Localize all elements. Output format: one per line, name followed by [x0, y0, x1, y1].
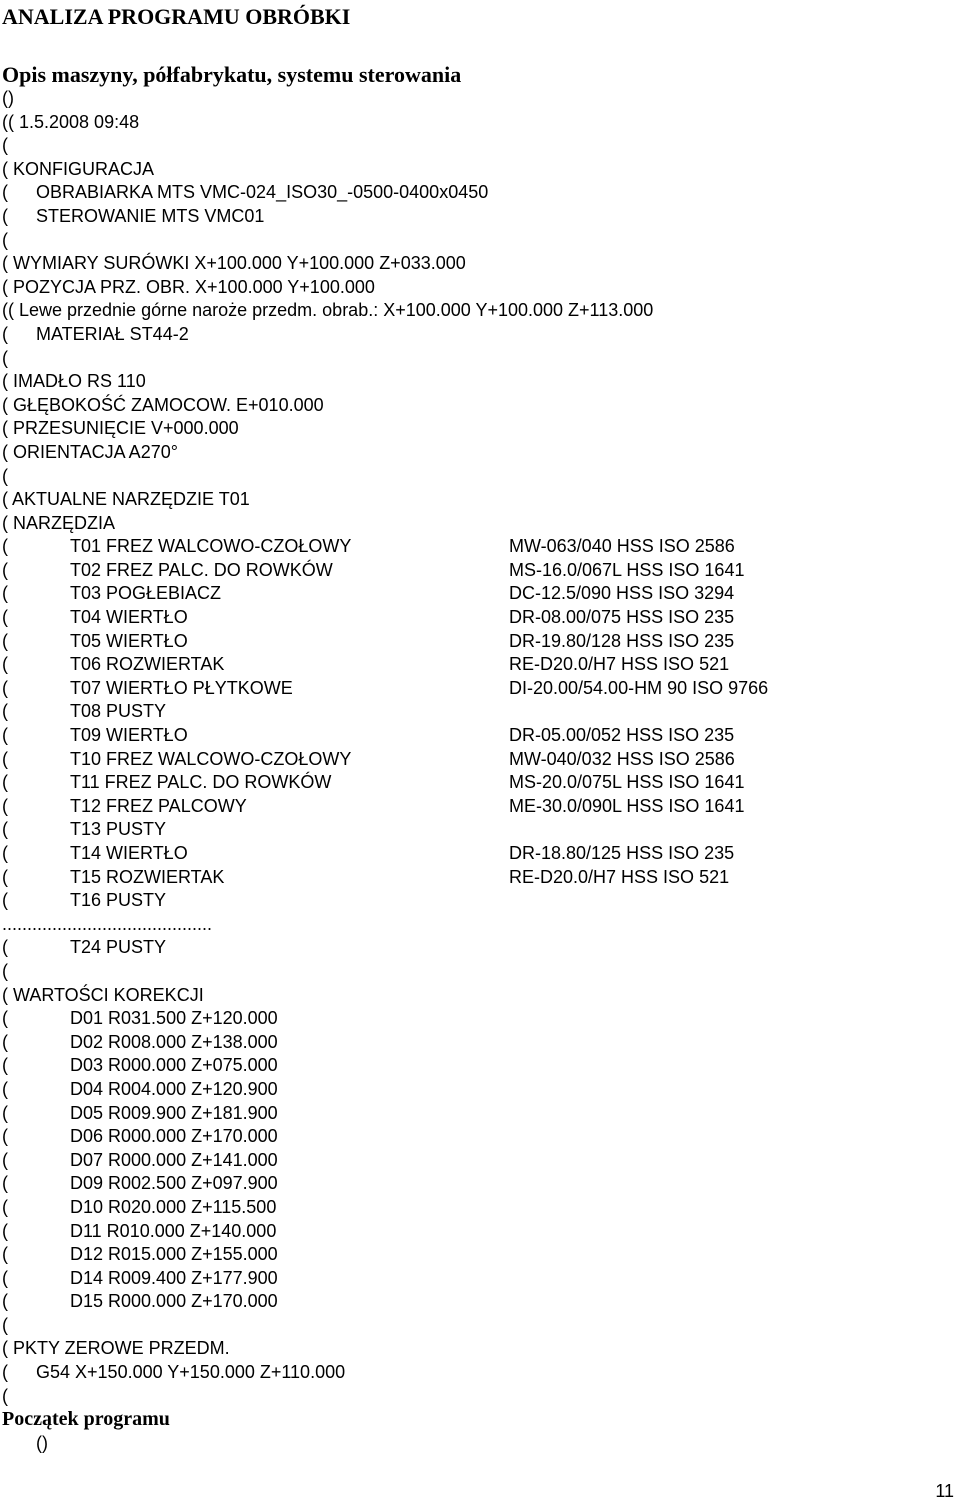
- program-listing: [0, 87, 960, 1455]
- tool-name: T01 FREZ WALCOWO-CZOŁOWY: [70, 536, 352, 557]
- paren-marker: (: [2, 725, 8, 746]
- paren-marker: (: [2, 1244, 8, 1265]
- tool-row: [0, 889, 960, 913]
- tool-name: T16 PUSTY: [70, 890, 167, 911]
- correction-table: [0, 1007, 960, 1314]
- correction-value: D04 R004.000 Z+120.900: [70, 1078, 278, 1099]
- tool-row: [0, 700, 960, 724]
- listing-line: (: [2, 465, 8, 486]
- listing-line: ..........................................: [2, 913, 213, 934]
- tool-row: [0, 653, 960, 677]
- tool-spec: DI-20.00/54.00-HM 90 ISO 9766: [509, 677, 769, 698]
- paren-marker: (: [2, 654, 8, 675]
- tool-row: [0, 535, 960, 559]
- paren-marker: (: [2, 1102, 8, 1123]
- tool-spec: DR-08.00/075 HSS ISO 235: [509, 607, 735, 628]
- listing-line: ( ORIENTACJA A270°: [2, 441, 178, 462]
- tool-row: [0, 771, 960, 795]
- paren-marker: (: [2, 1008, 8, 1029]
- tool-name: T07 WIERTŁO PŁYTKOWE: [70, 677, 293, 698]
- correction-value: D10 R020.000 Z+115.500: [70, 1196, 277, 1217]
- section-heading: Opis maszyny, półfabrykatu, systemu sterowania: [2, 62, 462, 87]
- tool-row: [0, 559, 960, 583]
- listing-line: ( AKTUALNE NARZĘDZIE T01: [2, 489, 250, 510]
- listing-line: ( POZYCJA PRZ. OBR. X+100.000 Y+100.000: [2, 276, 375, 297]
- tool-row: [0, 582, 960, 606]
- listing-line: ( STEROWANIE MTS VMC01: [2, 205, 265, 226]
- paren-marker: (: [2, 772, 8, 793]
- tool-name: T06 ROZWIERTAK: [70, 654, 225, 675]
- listing-line: (: [2, 347, 8, 368]
- listing-line: ( WARTOŚCI KOREKCJI: [2, 984, 204, 1005]
- paren-marker: (: [2, 795, 8, 816]
- paren-marker: (: [2, 1031, 8, 1052]
- paren-marker: (: [2, 866, 8, 887]
- paren-marker: (: [2, 1149, 8, 1170]
- listing-line: ( WYMIARY SURÓWKI X+100.000 Y+100.000 Z+033.000: [2, 253, 466, 274]
- tool-spec: RE-D20.0/H7 HSS ISO 521: [509, 654, 730, 675]
- tool-row: [0, 677, 960, 701]
- paren-marker: (: [2, 630, 8, 651]
- correction-value: D05 R009.900 Z+181.900: [70, 1102, 278, 1123]
- tool-row: [0, 724, 960, 748]
- tool-spec: DR-18.80/125 HSS ISO 235: [509, 843, 735, 863]
- tool-spec: MW-040/032 HSS ISO 2586: [509, 748, 735, 769]
- correction-row: [0, 1267, 960, 1291]
- correction-row: [0, 1290, 960, 1314]
- correction-row: [0, 1102, 960, 1126]
- correction-value: D09 R002.500 Z+097.900: [70, 1173, 278, 1194]
- listing-line: ( NARZĘDZIA: [2, 512, 116, 533]
- paren-marker: (: [2, 677, 8, 698]
- tool-row: [0, 866, 960, 890]
- tool-name: T09 WIERTŁO: [70, 725, 188, 746]
- listing-line: ( MATERIAŁ ST44-2: [2, 323, 189, 344]
- listing-line: (: [2, 960, 8, 981]
- paren-marker: (: [2, 1267, 8, 1288]
- tool-spec: MS-16.0/067L HSS ISO 1641: [509, 559, 745, 580]
- correction-row: [0, 1196, 960, 1220]
- tool-row: [0, 795, 960, 819]
- tool-name: T11 FREZ PALC. DO ROWKÓW: [70, 772, 332, 793]
- paren-marker: (: [2, 843, 8, 863]
- paren-marker: (: [2, 748, 8, 769]
- tool-name: T04 WIERTŁO: [70, 607, 188, 628]
- tool-name: T13 PUSTY: [70, 819, 167, 840]
- listing-line: ( OBRABIARKA MTS VMC-024_ISO30_-0500-0400x0450: [2, 182, 489, 203]
- tool-row: ( T24 PUSTY: [2, 937, 167, 958]
- tool-name: T08 PUSTY: [70, 701, 167, 722]
- tool-row: [0, 842, 960, 866]
- document-title: ANALIZA PROGRAMU OBRÓBKI: [2, 4, 351, 29]
- correction-value: D11 R010.000 Z+140.000: [70, 1220, 277, 1241]
- listing-line: (: [2, 135, 8, 156]
- tool-spec: RE-D20.0/H7 HSS ISO 521: [509, 866, 730, 887]
- paren-marker: (: [2, 1291, 8, 1312]
- paren-marker: (: [2, 607, 8, 628]
- tool-row: [0, 818, 960, 842]
- correction-row: [0, 1243, 960, 1267]
- listing-line: (( Lewe przednie górne naroże przedm. obrab.: X+100.000 Y+100.000 Z+113.000: [2, 300, 654, 321]
- paren-marker: (: [2, 1220, 8, 1241]
- tool-name: T10 FREZ WALCOWO-CZOŁOWY: [70, 748, 352, 769]
- tool-spec: DR-05.00/052 HSS ISO 235: [509, 725, 735, 746]
- listing-line: ( PRZESUNIĘCIE V+000.000: [2, 418, 239, 439]
- paren-marker: (: [2, 583, 8, 604]
- correction-row: [0, 1031, 960, 1055]
- paren-marker: (: [2, 1126, 8, 1147]
- tool-row: [0, 630, 960, 654]
- listing-line: (: [2, 1385, 8, 1406]
- listing-line: ( IMADŁO RS 110: [2, 371, 146, 392]
- paren-marker: (: [2, 1196, 8, 1217]
- listing-line: (): [36, 1432, 48, 1453]
- tool-name: T02 FREZ PALC. DO ROWKÓW: [70, 559, 333, 580]
- correction-value: D15 R000.000 Z+170.000: [70, 1291, 278, 1312]
- tool-name: T15 ROZWIERTAK: [70, 866, 225, 887]
- tool-name: T12 FREZ PALCOWY: [70, 795, 247, 816]
- tool-row: [0, 748, 960, 772]
- correction-row: [0, 1125, 960, 1149]
- program-start-heading: Początek programu: [2, 1408, 170, 1431]
- correction-value: D14 R009.400 Z+177.900: [70, 1267, 278, 1288]
- page-number: 11: [935, 1481, 954, 1501]
- correction-row: [0, 1054, 960, 1078]
- correction-row: [0, 1149, 960, 1173]
- tool-name: T05 WIERTŁO: [70, 630, 188, 651]
- paren-marker: (: [2, 1055, 8, 1076]
- correction-row: [0, 1172, 960, 1196]
- tool-spec: DR-19.80/128 HSS ISO 235: [509, 630, 735, 651]
- tool-spec: MS-20.0/075L HSS ISO 1641: [509, 772, 745, 793]
- correction-value: D07 R000.000 Z+141.000: [70, 1149, 278, 1170]
- correction-value: D12 R015.000 Z+155.000: [70, 1244, 278, 1265]
- listing-line: ( GŁĘBOKOŚĆ ZAMOCOW. E+010.000: [2, 394, 324, 415]
- paren-marker: (: [2, 1173, 8, 1194]
- paren-marker: (: [2, 819, 8, 840]
- correction-row: [0, 1007, 960, 1031]
- correction-value: D02 R008.000 Z+138.000: [70, 1031, 278, 1052]
- paren-marker: (: [2, 559, 8, 580]
- tool-spec: MW-063/040 HSS ISO 2586: [509, 536, 735, 557]
- tool-name: T03 POGŁEBIACZ: [70, 583, 222, 604]
- tool-name: T14 WIERTŁO: [70, 843, 188, 863]
- tool-row: [0, 606, 960, 630]
- correction-row: [0, 1078, 960, 1102]
- listing-line: (: [2, 229, 8, 250]
- tool-table: [0, 535, 960, 913]
- listing-line: (): [2, 88, 14, 108]
- correction-value: D06 R000.000 Z+170.000: [70, 1126, 278, 1147]
- paren-marker: (: [2, 701, 8, 722]
- listing-line: ( G54 X+150.000 Y+150.000 Z+110.000: [2, 1362, 346, 1383]
- listing-line: (: [2, 1314, 8, 1335]
- correction-row: [0, 1220, 960, 1244]
- correction-value: D03 R000.000 Z+075.000: [70, 1055, 278, 1076]
- listing-line: ( KONFIGURACJA: [2, 158, 155, 179]
- listing-line: (( 1.5.2008 09:48: [2, 111, 140, 132]
- paren-marker: (: [2, 890, 8, 911]
- tool-spec: ME-30.0/090L HSS ISO 1641: [509, 795, 745, 816]
- tool-spec: DC-12.5/090 HSS ISO 3294: [509, 583, 735, 604]
- correction-value: D01 R031.500 Z+120.000: [70, 1008, 278, 1029]
- paren-marker: (: [2, 1078, 8, 1099]
- paren-marker: (: [2, 536, 8, 557]
- listing-line: ( PKTY ZEROWE PRZEDM.: [2, 1338, 230, 1359]
